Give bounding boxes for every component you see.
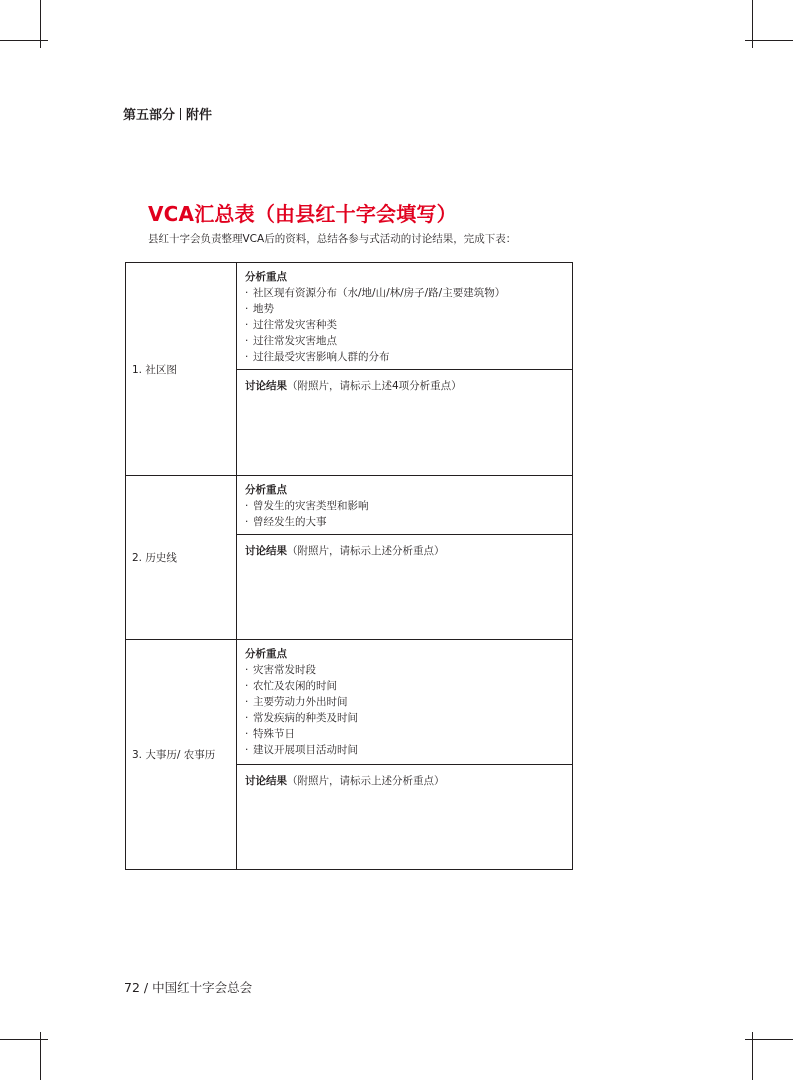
list-item: · 建议开展项目活动时间 (245, 742, 564, 758)
intro-text: 县红十字会负责整理VCA后的资料，总结各参与式活动的讨论结果，完成下表： (148, 233, 517, 245)
result-note: （附照片，请标示上述4项分析重点） (287, 380, 462, 392)
crop-mark (0, 1039, 48, 1040)
list-item: · 过往最受灾害影响人群的分布 (245, 349, 564, 365)
focus-list (245, 662, 564, 758)
list-item: · 农忙及农闲的时间 (245, 678, 564, 694)
row-label: 1. 社区图 (126, 263, 237, 476)
focus-list (245, 498, 564, 530)
running-header (123, 104, 212, 123)
result-label: 讨论结果 (245, 545, 287, 557)
header-part: 第五部分 (123, 108, 176, 123)
result-label: 讨论结果 (245, 775, 287, 787)
list-item: · 主要劳动力外出时间 (245, 694, 564, 710)
page-title: VCA汇总表（由县红十字会填写） (148, 202, 457, 226)
table-row (126, 476, 573, 535)
crop-mark (745, 1039, 793, 1040)
list-item: · 特殊节日 (245, 726, 564, 742)
row-label: 3. 大事历/ 农事历 (126, 640, 237, 870)
focus-cell (237, 476, 573, 535)
header-section: 附件 (186, 108, 213, 123)
result-title (245, 543, 564, 559)
table-row (126, 263, 573, 370)
crop-mark (0, 40, 48, 41)
focus-title: 分析重点 (245, 271, 287, 283)
focus-cell (237, 640, 573, 765)
list-item: · 过往常发灾害种类 (245, 317, 564, 333)
result-title (245, 773, 564, 789)
list-item: · 社区现有资源分布（水/地/山/林/房子/路/主要建筑物） (245, 285, 564, 301)
crop-mark (745, 40, 793, 41)
focus-list (245, 285, 564, 365)
row-label: 2. 历史线 (126, 476, 237, 640)
header-separator (180, 108, 181, 120)
list-item: · 灾害常发时段 (245, 662, 564, 678)
list-item: · 过往常发灾害地点 (245, 333, 564, 349)
result-note: （附照片，请标示上述分析重点） (287, 775, 445, 787)
list-item: · 地势 (245, 301, 564, 317)
focus-title: 分析重点 (245, 648, 287, 660)
focus-cell (237, 263, 573, 370)
table-row (126, 640, 573, 765)
focus-title: 分析重点 (245, 484, 287, 496)
result-cell (237, 370, 573, 476)
result-cell (237, 765, 573, 870)
vca-summary-table (125, 262, 573, 870)
page-footer: 72 / 中国红十字会总会 (124, 980, 253, 995)
list-item: · 常发疾病的种类及时间 (245, 710, 564, 726)
list-item: · 曾经发生的大事 (245, 514, 564, 530)
result-label: 讨论结果 (245, 380, 287, 392)
result-cell (237, 535, 573, 640)
result-title (245, 378, 564, 394)
result-note: （附照片，请标示上述分析重点） (287, 545, 445, 557)
list-item: · 曾发生的灾害类型和影响 (245, 498, 564, 514)
